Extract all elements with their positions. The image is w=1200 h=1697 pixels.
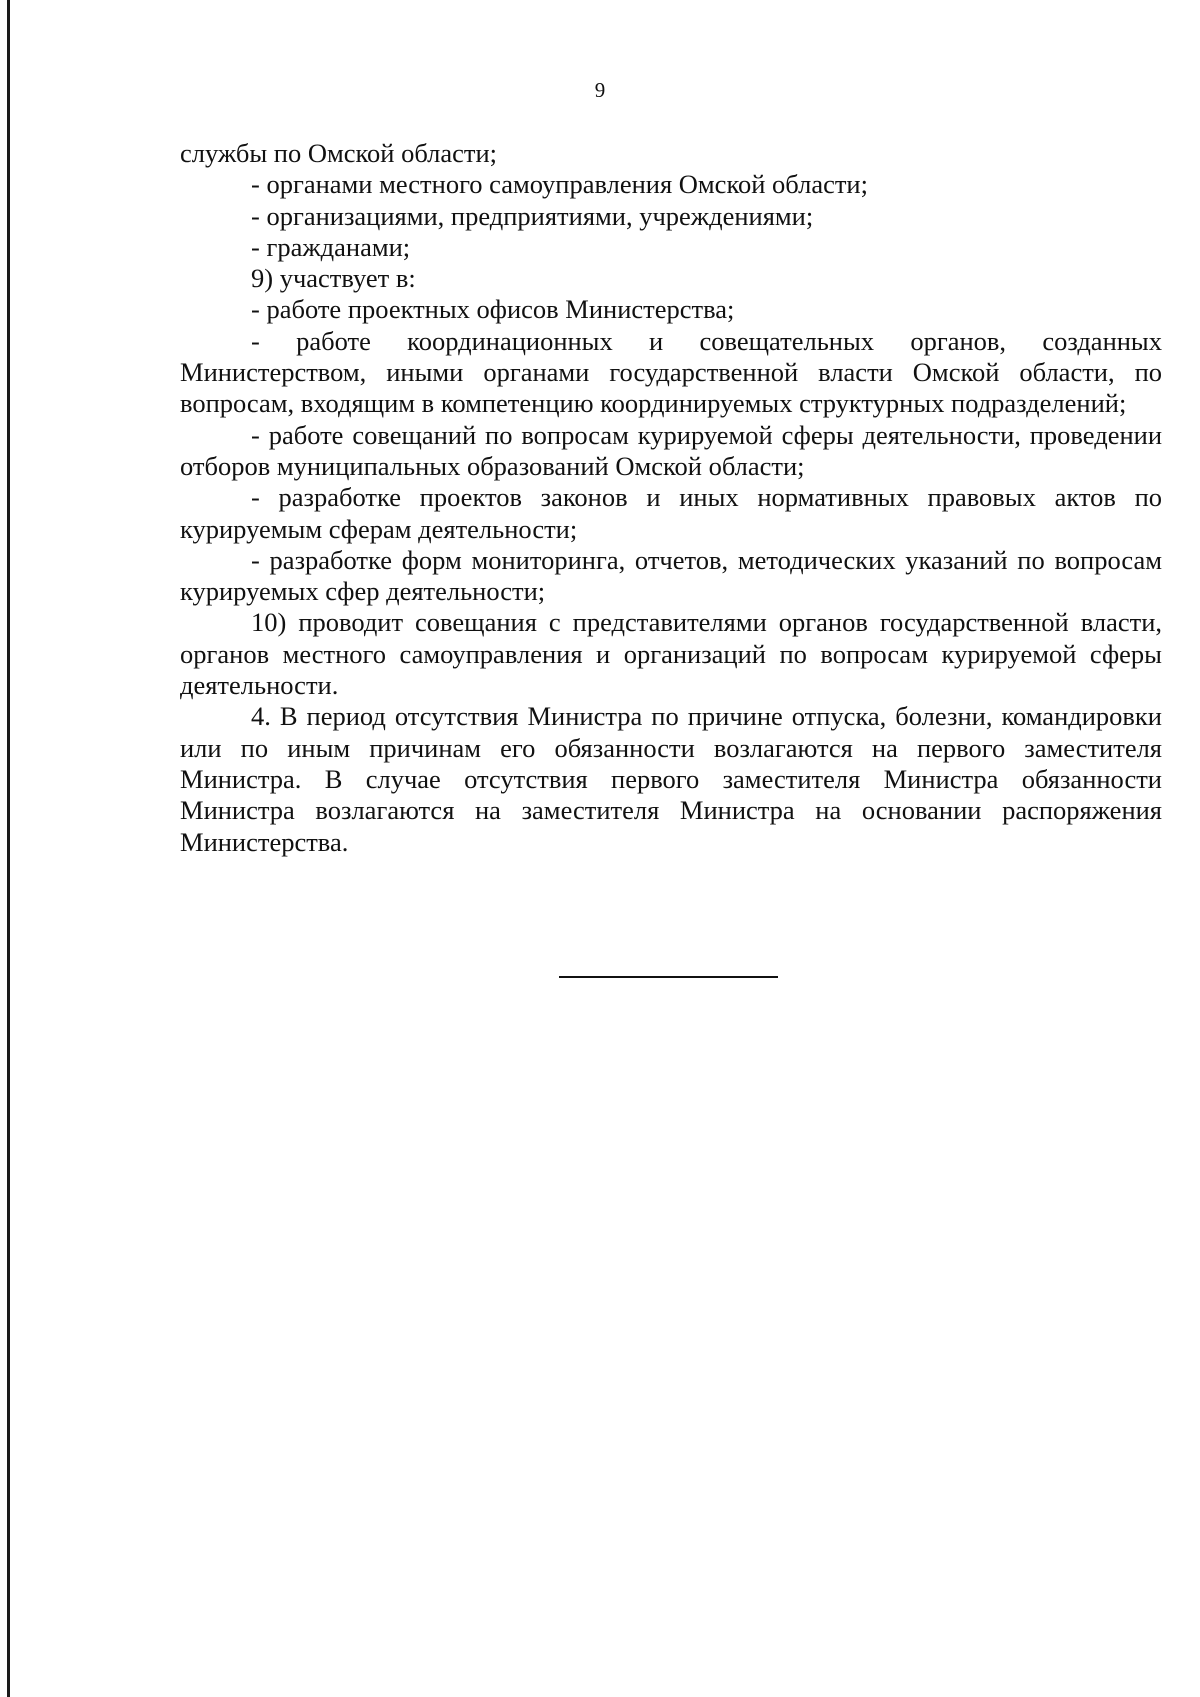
closing-separator-line	[559, 976, 778, 978]
paragraph-12: 4. В период отсутствия Министра по причине отпуска, болезни, командировки или по иным причинам его обязанности возлагаются на первого заместителя Министра. В случае отсутствия первого заместителя Министра обязанности Министра возлагаются на заместителя Министра на основании распоряжения Министерства.	[180, 701, 1162, 857]
paragraph-6: - работе проектных офисов Министерства;	[251, 294, 735, 325]
paragraph-11: 10) проводит совещания с представителями органов государственной власти, органов местного самоуправления и организаций по вопросам курируемой сферы деятельности.	[180, 607, 1162, 701]
paragraph-4: - гражданами;	[251, 231, 411, 262]
paragraph-2: - органами местного самоуправления Омской области;	[251, 169, 868, 200]
paragraph-3: - организациями, предприятиями, учреждениями;	[251, 200, 814, 231]
paragraph-1: службы по Омской области;	[180, 138, 498, 168]
paragraph-5: 9) участвует в:	[251, 263, 416, 294]
page-number: 9	[594, 78, 606, 102]
paragraph-10: - разработке форм мониторинга, отчетов, методических указаний по вопросам курируемых сфер деятельности;	[180, 544, 1162, 607]
paragraph-7: - работе координационных и совещательных органов, созданных Министерством, иными органами государственной власти Омской области, по вопросам, входящим в компетенцию координируемых структурных подразделений;	[180, 325, 1162, 419]
document-body	[180, 138, 1162, 858]
paragraph-8: - работе совещаний по вопросам курируемой сферы деятельности, проведении отборов муниципальных образований Омской области;	[180, 419, 1162, 481]
paragraph-9: - разработке проектов законов и иных нормативных правовых актов по курируемым сферам деятельности;	[180, 482, 1162, 544]
scan-edge-line	[7, 0, 10, 1697]
